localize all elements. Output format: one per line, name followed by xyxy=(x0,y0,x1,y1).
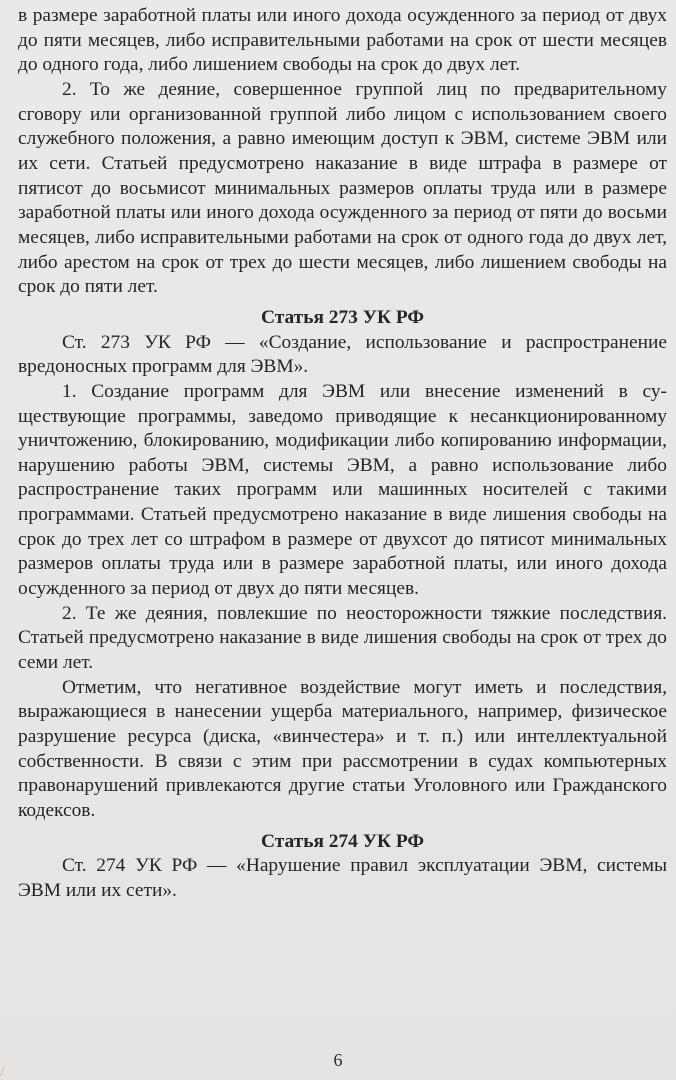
paragraph-article-273-part-1: 1. Создание программ для ЭВМ или внесение изменений в существующие программы, заведомо приводящие к несанкционированному уничтожению, блокированию, модификации либо копированию информации, нарушению работы ЭВМ, системы ЭВМ, а равно использование либо распространение таких программ или машинных носителей с такими программами. Статьей предусмотрено наказание в виде лишения свободы на срок до трех лет со штрафом в размере от двухсот до пятисот минимальных размеров оплаты труда или в размере заработной платы, или иного дохода осужденного за период от двух до пяти месяцев. xyxy=(18,380,667,600)
paragraph-article-272-part-2: 2. То же деяние, совершенное группой лиц по предварительному сговору или организованной группой либо лицом с использованием своего служебного положения, а равно имеющим доступ к ЭВМ, системе ЭВМ или их сети. Статьей предусмотрено наказание в виде штрафа в размере от пятисот до восьмисот минимальных размеров оплаты труда или в размере заработной платы или иного дохода осужденного за период от пяти до восьми месяцев, либо исправительными работами на срок от одного года до двух лет, либо арестом на срок от трех до шести месяцев, либо лишением свободы на срок до пяти лет. xyxy=(18,78,667,298)
paragraph-article-273-title: Ст. 273 УК РФ — «Создание, использование и распространение вредоносных программ для ЭВМ». xyxy=(18,331,667,378)
heading-article-274: Статья 274 УК РФ xyxy=(260,830,425,852)
paragraph-article-274-title: Ст. 274 УК РФ — «Нарушение правил эксплуатации ЭВМ, системы ЭВМ или их сети». xyxy=(18,855,667,901)
paragraph-continuation: в размере заработной платы или иного дохода осужденного за период от двух до пяти месяцев, либо исправительными работами на срок от шести месяцев до одного года, либо лишением свободы на срок до двух лет. xyxy=(18,5,667,76)
paragraph-article-273-part-2: 2. Те же деяния, повлекшие по неосторожности тяжкие последствия. Статьей предусмотрено наказание в виде лишения свободы на срок от трех до семи лет. xyxy=(18,602,667,674)
heading-article-273: Статья 273 УК РФ xyxy=(260,306,425,328)
paragraph-note: Отметим, что негативное воздействие могут иметь и последствия, выражающиеся в нанесении ущерба материального, например, физическое разрушение ресурса (диска, «винчестера» и т. п.) или интеллектуальной собственности. В связи с этим при рассмотрении в судах компьютерных правонарушений привлекаются другие статьи Уголовного или Гражданского кодексов. xyxy=(18,676,667,821)
page-number: 6 xyxy=(333,1050,343,1070)
body-text xyxy=(18,4,667,904)
